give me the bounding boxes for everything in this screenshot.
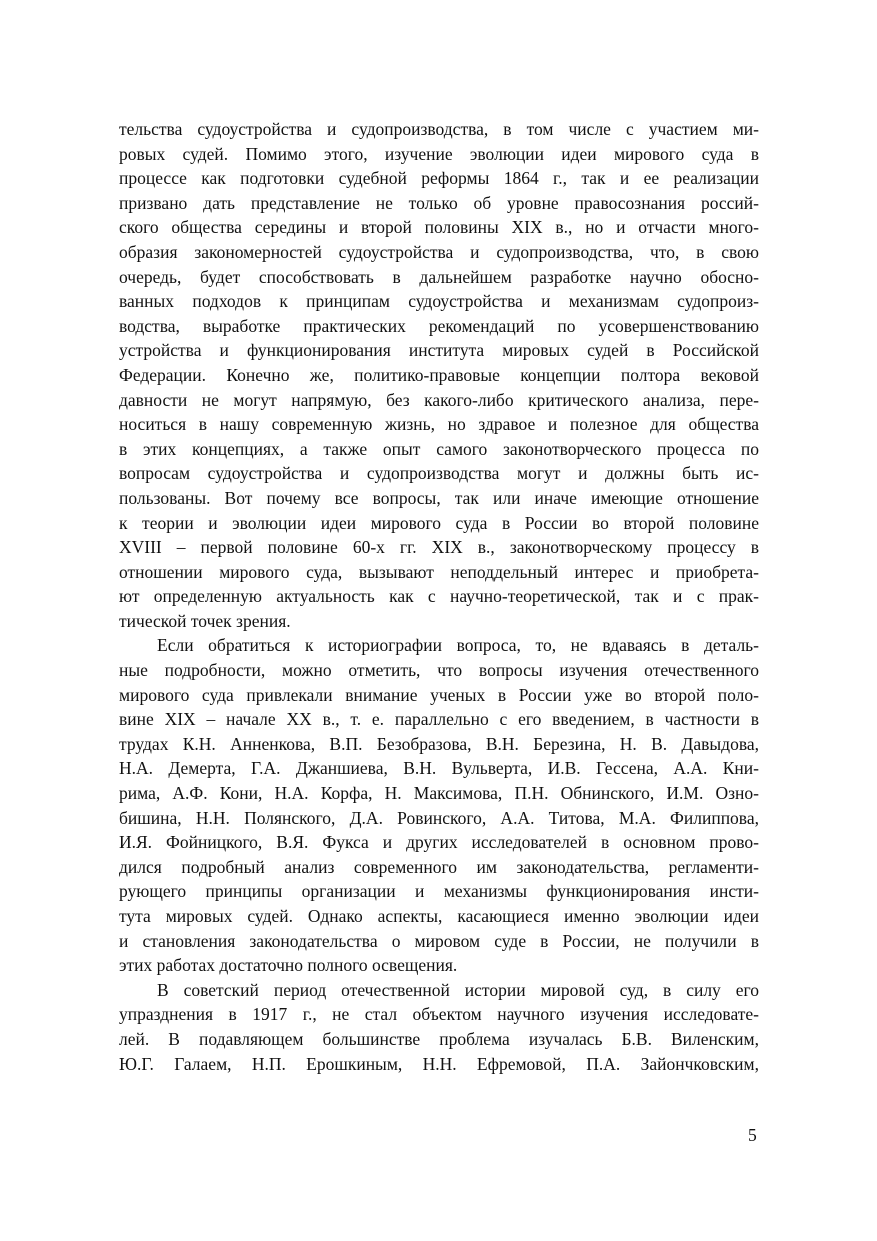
text-line: тута мировых судей. Однако аспекты, касающиеся именно эволюции идеи — [119, 906, 759, 926]
text-line-paragraph-start: Если обратиться к историографии вопроса, то, не вдаваясь в деталь- — [157, 635, 759, 656]
text-line: Н.А. Демерта, Г.А. Джаншиева, В.Н. Вульверта, И.В. Гессена, А.А. Кни- — [119, 758, 759, 779]
text-line: XVIII – первой половине 60-х гг. XIX в., законотворческому процессу в — [119, 537, 759, 558]
text-line: пользованы. Вот почему все вопросы, так или иначе имеющие отношение — [119, 487, 759, 508]
page-number: 5 — [748, 1125, 757, 1145]
text-line: образия закономерностей судоустройства и судопроизводства, что, в свою — [119, 241, 759, 262]
text-line: дился подробный анализ современного им законодательства, регламенти- — [119, 856, 759, 877]
text-line: рующего принципы организации и механизмы функционирования инсти- — [119, 881, 759, 902]
text-line: ского общества середины и второй половины XIX в., но и отчасти много- — [119, 217, 759, 238]
text-line: мирового суда привлекали внимание ученых в России уже во второй поло- — [119, 684, 759, 705]
text-line: к теории и эволюции идеи мирового суда в России во второй половине — [119, 512, 759, 533]
text-line: очередь, будет способствовать в дальнейшем разработке научно обосно- — [119, 266, 759, 287]
text-line: ют определенную актуальность как с научно-теоретической, так и с прак- — [119, 586, 759, 607]
text-line: ровых судей. Помимо этого, изучение эволюции идеи мирового суда в — [119, 143, 759, 164]
text-line: Ю.Г. Галаем, Н.П. Ерошкиным, Н.Н. Ефремовой, П.А. Зайончковским, — [119, 1053, 759, 1074]
text-line: призвано дать представление не только об уровне правосознания россий- — [119, 192, 759, 213]
text-line-paragraph-end: тической точек зрения. — [119, 610, 291, 631]
text-line: устройства и функционирования института мировых судей в Российской — [119, 340, 759, 361]
text-line: отношении мирового суда, вызывают неподдельный интерес и приобрета- — [119, 561, 759, 582]
text-line: носиться в нашу современную жизнь, но здравое и полезное для общества — [119, 414, 759, 435]
text-line: водства, выработке практических рекомендаций по усовершенствованию — [119, 315, 759, 336]
text-line: процессе как подготовки судебной реформы 1864 г., так и ее реализации — [119, 168, 759, 189]
text-line: И.Я. Фойницкого, В.Я. Фукса и других исследователей в основном прово- — [119, 832, 759, 853]
text-line: в этих концепциях, а также опыт самого законотворческого процесса по — [119, 438, 759, 459]
text-line: ванных подходов к принципам судоустройства и механизмам судопроиз- — [119, 291, 759, 312]
text-line: Федерации. Конечно же, политико-правовые концепции полтора вековой — [119, 364, 759, 385]
text-line: рима, А.Ф. Кони, Н.А. Корфа, Н. Максимова, П.Н. Обнинского, И.М. Озно- — [119, 783, 759, 804]
text-line: давности не могут напрямую, без какого-либо критического анализа, пере- — [119, 389, 759, 410]
text-line: вопросам судоустройства и судопроизводства могут и должны быть ис- — [119, 463, 759, 484]
text-line: и становления законодательства о мировом суде в России, не получили в — [119, 930, 759, 951]
text-line: бишина, Н.Н. Полянского, Д.А. Ровинского, А.А. Титова, М.А. Филиппова, — [119, 807, 759, 828]
text-line-paragraph-end: этих работах достаточно полного освещения. — [119, 955, 458, 976]
text-line: упразднения в 1917 г., не стал объектом научного изучения исследовате- — [119, 1004, 759, 1025]
text-line: ные подробности, можно отметить, что вопросы изучения отечественного — [119, 660, 759, 681]
text-line: тельства судоустройства и судопроизводства, в том числе с участием ми- — [119, 119, 759, 139]
text-line: вине XIX – начале XX в., т. е. параллельно с его введением, в частности в — [119, 709, 759, 730]
text-line-paragraph-start: В советский период отечественной истории мировой суд, в силу его — [157, 979, 759, 1000]
text-line: лей. В подавляющем большинстве проблема изучалась Б.В. Виленским, — [119, 1028, 759, 1049]
text-line: трудах К.Н. Анненкова, В.П. Безобразова, В.Н. Березина, Н. В. Давыдова, — [119, 733, 759, 754]
document-body — [119, 117, 759, 1076]
